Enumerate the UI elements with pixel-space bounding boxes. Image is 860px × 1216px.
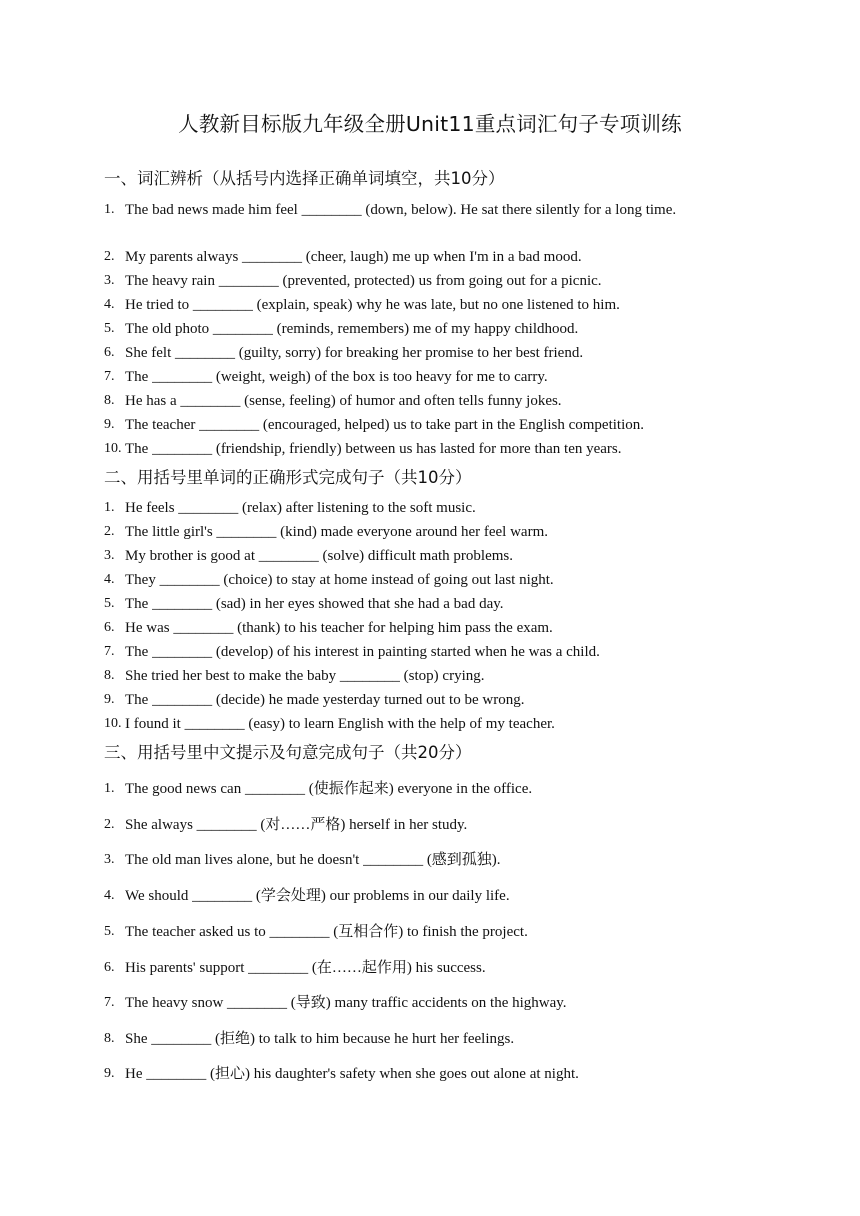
question-number: 4. bbox=[104, 297, 115, 312]
question-item bbox=[104, 198, 730, 222]
question-text: The ________ (develop) of his interest in painting started when he was a child. bbox=[125, 644, 600, 660]
question-text: The ________ (sad) in her eyes showed that she had a bad day. bbox=[125, 596, 504, 612]
question-item bbox=[104, 1027, 730, 1051]
question-number: 1. bbox=[104, 500, 115, 515]
question-item bbox=[104, 956, 730, 980]
question-number: 6. bbox=[104, 960, 115, 975]
question-text: The old photo ________ (reminds, remembers) me of my happy childhood. bbox=[125, 321, 579, 337]
question-number: 2. bbox=[104, 524, 115, 539]
question-number: 5. bbox=[104, 321, 115, 336]
question-item bbox=[104, 544, 730, 568]
question-item bbox=[104, 389, 730, 413]
question-item bbox=[104, 777, 730, 801]
section-heading-2: 二、用括号里单词的正确形式完成句子（共10分） bbox=[104, 468, 472, 487]
question-number: 7. bbox=[104, 644, 115, 659]
question-number: 5. bbox=[104, 924, 115, 939]
question-number: 9. bbox=[104, 1066, 115, 1081]
question-number: 5. bbox=[104, 596, 115, 611]
question-item bbox=[104, 496, 730, 520]
question-text: She always ________ (对……严格) herself in her study. bbox=[125, 817, 468, 833]
question-text: I found it ________ (easy) to learn English with the help of my teacher. bbox=[125, 716, 555, 732]
question-number: 3. bbox=[104, 852, 115, 867]
question-text: The bad news made him feel ________ (down, below). He sat there silently for a long time. bbox=[125, 202, 677, 218]
question-item bbox=[104, 616, 730, 640]
question-number: 4. bbox=[104, 572, 115, 587]
question-item bbox=[104, 813, 730, 837]
question-item bbox=[104, 920, 730, 944]
section-heading-3: 三、用括号里中文提示及句意完成句子（共20分） bbox=[104, 743, 472, 762]
question-item bbox=[104, 341, 730, 365]
question-text: She ________ (拒绝) to talk to him because he hurt her feelings. bbox=[125, 1031, 515, 1047]
question-number: 1. bbox=[104, 202, 115, 217]
document-title: 人教新目标版九年级全册Unit11重点词汇句子专项训练 bbox=[178, 112, 682, 136]
question-number: 10. bbox=[104, 716, 122, 731]
question-number: 8. bbox=[104, 668, 115, 683]
question-number: 10. bbox=[104, 441, 122, 456]
question-text: The ________ (decide) he made yesterday turned out to be wrong. bbox=[125, 692, 525, 708]
question-item bbox=[104, 365, 730, 389]
question-item bbox=[104, 688, 730, 712]
question-number: 3. bbox=[104, 273, 115, 288]
question-number: 7. bbox=[104, 995, 115, 1010]
question-text: He ________ (担心) his daughter's safety when she goes out alone at night. bbox=[125, 1066, 579, 1082]
question-item bbox=[104, 712, 730, 736]
question-number: 3. bbox=[104, 548, 115, 563]
question-item bbox=[104, 437, 730, 461]
question-text: He feels ________ (relax) after listening to the soft music. bbox=[125, 500, 476, 516]
question-number: 4. bbox=[104, 888, 115, 903]
question-text: The teacher asked us to ________ (互相合作) to finish the project. bbox=[125, 924, 528, 940]
question-item bbox=[104, 293, 730, 317]
question-item bbox=[104, 269, 730, 293]
question-item bbox=[104, 640, 730, 664]
question-number: 8. bbox=[104, 393, 115, 408]
question-number: 2. bbox=[104, 817, 115, 832]
question-item bbox=[104, 245, 730, 269]
question-text: He was ________ (thank) to his teacher for helping him pass the exam. bbox=[125, 620, 553, 636]
question-text: We should ________ (学会处理) our problems in our daily life. bbox=[125, 888, 510, 904]
question-item bbox=[104, 568, 730, 592]
question-text: He tried to ________ (explain, speak) why he was late, but no one listened to him. bbox=[125, 297, 620, 313]
question-item bbox=[104, 317, 730, 341]
question-text: My parents always ________ (cheer, laugh) me up when I'm in a bad mood. bbox=[125, 249, 582, 265]
question-text: His parents' support ________ (在……起作用) his success. bbox=[125, 960, 486, 976]
question-text: She tried her best to make the baby ________ (stop) crying. bbox=[125, 668, 485, 684]
question-text: The teacher ________ (encouraged, helped) us to take part in the English competition. bbox=[125, 417, 645, 433]
question-text: The good news can ________ (使振作起来) everyone in the office. bbox=[125, 781, 533, 797]
question-number: 2. bbox=[104, 249, 115, 264]
question-number: 1. bbox=[104, 781, 115, 796]
question-item bbox=[104, 1062, 730, 1086]
question-number: 7. bbox=[104, 369, 115, 384]
question-item bbox=[104, 884, 730, 908]
question-text: They ________ (choice) to stay at home instead of going out last night. bbox=[125, 572, 554, 588]
question-text: The heavy rain ________ (prevented, protected) us from going out for a picnic. bbox=[125, 273, 602, 289]
question-item bbox=[104, 413, 730, 437]
question-text: The ________ (weight, weigh) of the box is too heavy for me to carry. bbox=[125, 369, 548, 385]
question-item bbox=[104, 664, 730, 688]
question-text: The old man lives alone, but he doesn't ________ (感到孤独). bbox=[125, 852, 501, 868]
question-number: 9. bbox=[104, 417, 115, 432]
question-text: He has a ________ (sense, feeling) of humor and often tells funny jokes. bbox=[125, 393, 562, 409]
question-number: 6. bbox=[104, 620, 115, 635]
question-item bbox=[104, 592, 730, 616]
question-text: The heavy snow ________ (导致) many traffic accidents on the highway. bbox=[125, 995, 567, 1011]
question-number: 8. bbox=[104, 1031, 115, 1046]
question-text: The little girl's ________ (kind) made everyone around her feel warm. bbox=[125, 524, 548, 540]
question-number: 6. bbox=[104, 345, 115, 360]
section-heading-1: 一、词汇辨析（从括号内选择正确单词填空，共10分） bbox=[104, 169, 505, 188]
question-item bbox=[104, 520, 730, 544]
question-text: She felt ________ (guilty, sorry) for breaking her promise to her best friend. bbox=[125, 345, 584, 361]
question-item bbox=[104, 991, 730, 1015]
question-number: 9. bbox=[104, 692, 115, 707]
question-text: The ________ (friendship, friendly) between us has lasted for more than ten years. bbox=[125, 441, 622, 457]
question-text: My brother is good at ________ (solve) difficult math problems. bbox=[125, 548, 514, 564]
question-item bbox=[104, 848, 730, 872]
